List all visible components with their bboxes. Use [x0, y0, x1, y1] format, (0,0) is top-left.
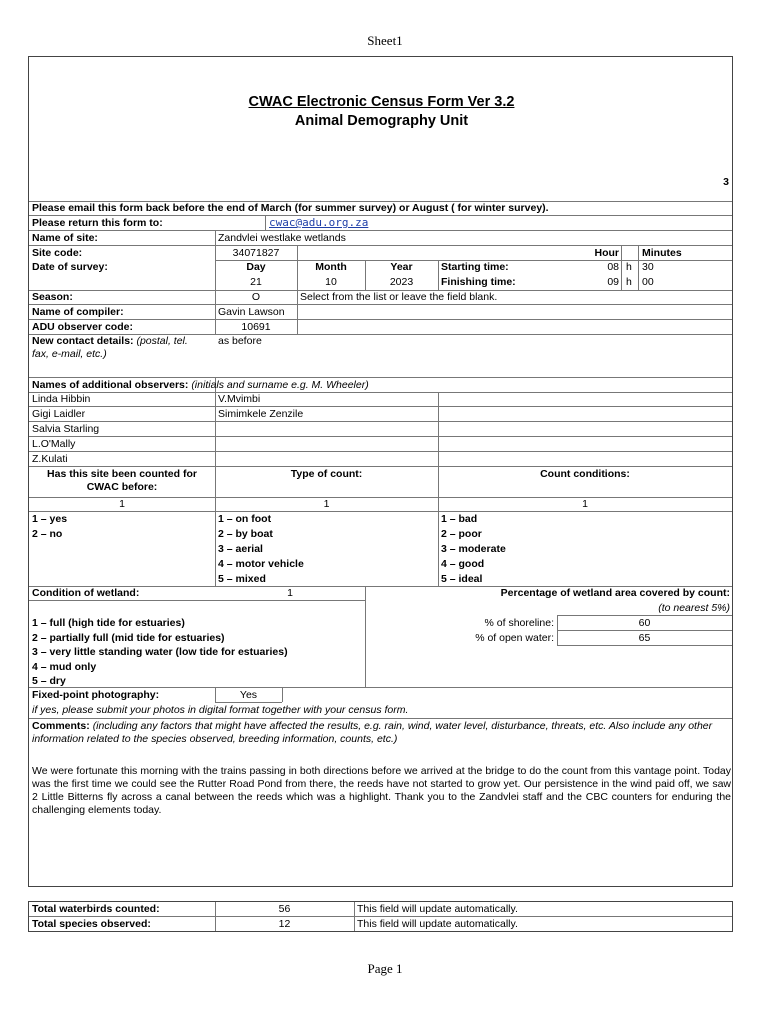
season-note: Select from the list or leave the field blank.	[300, 291, 498, 303]
year-value[interactable]: 2023	[389, 276, 414, 288]
site-code-value[interactable]: 34071827	[232, 247, 280, 259]
divider	[557, 615, 732, 616]
return-label: Please return this form to:	[32, 217, 163, 229]
finish-minutes-value[interactable]: 00	[642, 276, 654, 288]
totals-table	[28, 901, 733, 932]
contact-label-line	[32, 335, 188, 348]
site-name-label: Name of site:	[32, 232, 98, 244]
divider	[621, 245, 622, 290]
count-conditions-option: 3 – moderate	[441, 543, 506, 555]
minutes-header: Minutes	[642, 247, 682, 259]
coverage-label: Percentage of wetland area covered by count:	[500, 587, 730, 599]
divider	[29, 436, 732, 437]
site-name-value[interactable]: Zandvlei westlake wetlands	[218, 232, 346, 244]
page-number: 3	[723, 176, 729, 188]
divider	[365, 586, 366, 687]
divider	[282, 687, 283, 702]
season-label: Season:	[32, 291, 73, 303]
count-type-option: 2 – by boat	[218, 528, 273, 540]
count-conditions-option: 5 – ideal	[441, 573, 483, 585]
counted-before-value[interactable]: 1	[119, 498, 125, 510]
observer-name[interactable]: L.O'Mally	[32, 438, 76, 450]
day-value[interactable]: 21	[250, 276, 262, 288]
observer-name[interactable]: V.Mvimbi	[218, 393, 261, 405]
photo-note: if yes, please submit your photos in digital format together with your census form.	[32, 704, 409, 716]
count-conditions-option: 1 – bad	[441, 513, 478, 525]
return-email-link[interactable]: cwac@adu.org.za	[269, 216, 369, 229]
month-header: Month	[315, 261, 347, 273]
compiler-value[interactable]: Gavin Lawson	[218, 306, 285, 318]
observers-hint: (initials and surname e.g. M. Wheeler)	[191, 379, 369, 391]
auto-update-note: This field will update automatically.	[357, 903, 518, 915]
divider	[29, 687, 732, 688]
divider	[557, 645, 732, 646]
photo-value[interactable]: Yes	[239, 689, 258, 701]
divider	[29, 466, 732, 467]
observer-name[interactable]: Linda Hibbin	[32, 393, 91, 405]
comments-text[interactable]: We were fortunate this morning with the trains passing in both directions before we arrived at the bridge to do the count from this vantage point. Today was the first time we could see the Rutter Road Pond from there, the reeds have not started to grow yet. Our persistence in the wind paid off, we saw 2 Little Bitterns fly across a canal between the reeds which was a highlight. Thank you to the Zandvlei staff and the CBC counters for enduring the challenging elements today.	[32, 765, 731, 816]
observer-name[interactable]: Simimkele Zenzile	[218, 408, 304, 420]
site-code-label: Site code:	[32, 247, 83, 259]
open-water-value[interactable]: 65	[638, 632, 651, 644]
observer-code-value[interactable]: 10691	[241, 321, 271, 333]
contact-value[interactable]: as before	[218, 335, 262, 347]
divider	[29, 215, 732, 216]
total-species-value: 12	[278, 918, 291, 930]
divider	[265, 215, 266, 230]
wetland-condition-label: Condition of wetland:	[32, 587, 140, 599]
hour-header: Hour	[594, 247, 619, 259]
observer-name[interactable]: Salvia Starling	[32, 423, 100, 435]
divider	[215, 377, 216, 511]
divider	[29, 511, 732, 512]
divider	[215, 702, 282, 703]
finish-time-label: Finishing time:	[441, 276, 516, 288]
wetland-condition-option: 5 – dry	[32, 675, 66, 687]
hour-unit: h	[626, 276, 632, 288]
divider	[297, 245, 298, 260]
divider	[29, 230, 732, 231]
auto-update-note: This field will update automatically.	[357, 918, 518, 930]
count-conditions-option: 2 – poor	[441, 528, 482, 540]
observer-code-label: ADU observer code:	[32, 321, 133, 333]
open-water-label: % of open water:	[475, 632, 554, 644]
start-minutes-value[interactable]: 30	[642, 261, 654, 273]
start-hour-value[interactable]: 08	[607, 261, 619, 273]
date-label: Date of survey:	[32, 261, 108, 273]
counted-before-option: 2 – no	[32, 528, 63, 540]
count-type-option: 4 – motor vehicle	[218, 558, 304, 570]
instruction-text: Please email this form back before the end of March (for summer survey) or August ( for winter survey).	[32, 202, 549, 214]
contact-label: New contact details:	[32, 335, 134, 347]
season-value[interactable]: O	[251, 291, 261, 303]
month-value[interactable]: 10	[325, 276, 337, 288]
divider	[29, 406, 732, 407]
divider	[29, 392, 732, 393]
shoreline-value[interactable]: 60	[638, 617, 651, 629]
wetland-condition-option: 2 – partially full (mid tide for estuaries)	[32, 632, 225, 644]
page-footer: Page 1	[367, 961, 403, 976]
divider	[29, 245, 732, 246]
divider	[29, 304, 732, 305]
form-title: CWAC Electronic Census Form Ver 3.2	[248, 94, 515, 110]
hour-unit: h	[626, 261, 632, 273]
total-waterbirds-label: Total waterbirds counted:	[32, 903, 160, 915]
divider	[29, 319, 732, 320]
divider	[438, 392, 439, 586]
count-type-option: 1 – on foot	[218, 513, 272, 525]
divider	[638, 245, 639, 290]
divider	[354, 902, 355, 931]
start-time-label: Starting time:	[441, 261, 509, 273]
count-conditions-label: Count conditions:	[540, 468, 630, 480]
divider	[29, 451, 732, 452]
counted-before-label: Has this site been counted for	[47, 468, 197, 480]
contact-hint-line2: fax, e-mail, etc.)	[32, 348, 107, 360]
census-form	[28, 56, 733, 887]
contact-hint: (postal, tel.	[136, 335, 188, 347]
divider	[438, 260, 439, 290]
divider	[215, 511, 216, 586]
count-type-option: 3 – aerial	[218, 543, 263, 555]
comments-header	[32, 720, 729, 746]
day-header: Day	[246, 261, 266, 273]
divider	[29, 718, 732, 719]
divider	[29, 916, 732, 917]
count-conditions-value[interactable]: 1	[582, 498, 588, 510]
wetland-condition-value[interactable]: 1	[287, 587, 293, 599]
counted-before-label-line2: CWAC before:	[86, 481, 158, 493]
finish-hour-value[interactable]: 09	[607, 276, 619, 288]
divider	[29, 600, 365, 601]
wetland-condition-option: 3 – very little standing water (low tide for estuaries)	[32, 646, 288, 658]
divider	[557, 630, 732, 631]
wetland-condition-option: 4 – mud only	[32, 661, 97, 673]
observer-name[interactable]: Z.Kulati	[32, 453, 68, 465]
compiler-label: Name of compiler:	[32, 306, 124, 318]
coverage-hint: (to nearest 5%)	[658, 602, 730, 614]
total-species-label: Total species observed:	[32, 918, 151, 930]
observers-header	[32, 379, 369, 392]
count-type-value[interactable]: 1	[323, 498, 330, 510]
divider	[29, 377, 732, 378]
count-type-label: Type of count:	[290, 468, 363, 480]
observers-label: Names of additional observers:	[32, 379, 189, 391]
counted-before-option: 1 – yes	[32, 513, 68, 525]
count-type-option: 5 – mixed	[218, 573, 266, 585]
sheet-header: Sheet1	[367, 33, 403, 48]
wetland-condition-option: 1 – full (high tide for estuaries)	[32, 617, 185, 629]
observer-name[interactable]: Gigi Laidler	[32, 408, 86, 420]
total-waterbirds-value: 56	[278, 903, 291, 915]
photo-label: Fixed-point photography:	[32, 689, 160, 701]
form-subtitle: Animal Demography Unit	[294, 113, 469, 129]
year-header: Year	[390, 261, 413, 273]
shoreline-label: % of shoreline:	[484, 617, 554, 629]
comments-label: Comments:	[32, 720, 90, 732]
count-conditions-option: 4 – good	[441, 558, 485, 570]
divider	[29, 421, 732, 422]
comments-hint: (including any factors that might have affected the results, e.g. rain, wind, water level, disturbance, threats, etc. Also include any other information related to the species observed, breeding information, counts, etc.)	[32, 720, 713, 745]
